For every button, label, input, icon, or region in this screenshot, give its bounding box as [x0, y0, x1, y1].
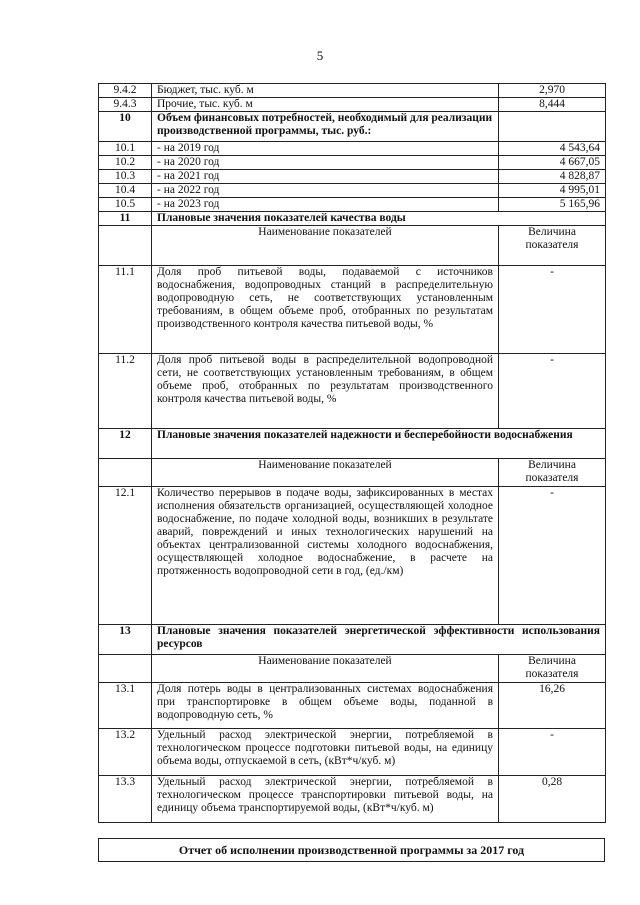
empty-cell: [99, 226, 152, 266]
row-number: 9.4.2: [99, 84, 152, 98]
section-row: [99, 212, 606, 226]
row-value: -: [499, 487, 606, 625]
row-text: Количество перерывов в подаче воды, зафиксированных в местах исполнения обязательств организацией, осуществляющей холодное водоснабжение, по подаче холодной воды, возникших в результате аварий, повреждений и иных технологических нарушений на объектах централизованной системы холодного водоснабжения, осуществляющей холодное водоснабжение, в расчете на протяженность водопроводной сети в год, (ед./км): [152, 487, 499, 625]
row-number: 12.1: [99, 487, 152, 625]
row-value: 2,970: [499, 84, 606, 98]
row-value: 4 543,64: [499, 142, 606, 156]
row-number: 11.2: [99, 354, 152, 429]
table-row: [99, 184, 606, 198]
empty-cell: [99, 655, 152, 683]
page-number: 5: [316, 48, 324, 63]
row-value: 0,28: [499, 776, 606, 823]
section-number: 10: [99, 112, 152, 142]
row-text: - на 2021 год: [152, 170, 499, 184]
row-text: Удельный расход электрической энергии, потребляемой в технологическом процессе транспортировки питьевой воды, на единицу объема транспортируемой воды, (кВт*ч/куб. м): [152, 776, 499, 823]
row-value: -: [499, 266, 606, 354]
row-value: 4 667,05: [499, 156, 606, 170]
row-text: - на 2020 год: [152, 156, 499, 170]
header-row: [99, 655, 606, 683]
row-number: 13.1: [99, 683, 152, 729]
table-row: [99, 170, 606, 184]
table-row: [99, 683, 606, 729]
table-row: [99, 198, 606, 212]
row-text: - на 2022 год: [152, 184, 499, 198]
row-number: 10.2: [99, 156, 152, 170]
row-text: Удельный расход электрической энергии, потребляемой в технологическом процессе подготовки питьевой воды, на единицу объема воды, отпускаемой в сеть, (кВт*ч/куб. м): [152, 729, 499, 776]
row-number: 11.1: [99, 266, 152, 354]
header-row: [99, 459, 606, 487]
row-value: [499, 112, 606, 142]
section-number: 12: [99, 429, 152, 459]
column-header-name: Наименование показателей: [152, 226, 499, 266]
row-number: 10.4: [99, 184, 152, 198]
section-number: 13: [99, 625, 152, 655]
row-number: 10.3: [99, 170, 152, 184]
row-number: 10.5: [99, 198, 152, 212]
row-text: - на 2019 год: [152, 142, 499, 156]
header-row: [99, 226, 606, 266]
row-value: -: [499, 729, 606, 776]
row-number: 13.3: [99, 776, 152, 823]
table-row: [99, 98, 606, 112]
row-value: 4 828,87: [499, 170, 606, 184]
column-header-value: Величина показателя: [499, 226, 606, 266]
column-header-name: Наименование показателей: [152, 459, 499, 487]
table-row: [99, 487, 606, 625]
section-row: [99, 625, 606, 655]
row-text: Прочие, тыс. куб. м: [152, 98, 499, 112]
row-text: Доля проб питьевой воды, подаваемой с источников водоснабжения, водопроводных станций в распределительную водопроводную сеть, не соответствующих установленным требованиям, в общем объеме проб, отобранных по результатам производственного контроля качества питьевой воды, %: [152, 266, 499, 354]
table-row: [99, 142, 606, 156]
column-header-value: Величина показателя: [499, 459, 606, 487]
table-row: [99, 354, 606, 429]
report-title: Отчет об исполнении производственной программы за 2017 год: [98, 838, 605, 862]
row-value: 8,444: [499, 98, 606, 112]
column-header-name: Наименование показателей: [152, 655, 499, 683]
section-row: [99, 112, 606, 142]
row-text: Доля проб питьевой воды в распределительной водопроводной сети, не соответствующих установленным требованиям, в общем объеме проб, отобранных по результатам производственного контроля качества питьевой воды, %: [152, 354, 499, 429]
row-value: 4 995,01: [499, 184, 606, 198]
row-number: 9.4.3: [99, 98, 152, 112]
section-row: [99, 429, 606, 459]
section-number: 11: [99, 212, 152, 226]
row-value: 16,26: [499, 683, 606, 729]
table-row: [99, 84, 606, 98]
section-title: Плановые значения показателей надежности и бесперебойности водоснабжения: [152, 429, 606, 459]
column-header-value: Величина показателя: [499, 655, 606, 683]
table-row: [99, 729, 606, 776]
row-number: 13.2: [99, 729, 152, 776]
section-title: Плановые значения показателей качества воды: [152, 212, 606, 226]
row-value: 5 165,96: [499, 198, 606, 212]
section-title: Плановые значения показателей энергетической эффективности использования ресурсов: [152, 625, 606, 655]
empty-cell: [99, 459, 152, 487]
section-title: Объем финансовых потребностей, необходимый для реализации производственной программы, тыс. руб.:: [152, 112, 499, 142]
row-text: Доля потерь воды в централизованных системах водоснабжения при транспортировке в общем объеме воды, поданной в водопроводную сеть, %: [152, 683, 499, 729]
table-row: [99, 776, 606, 823]
table-row: [99, 266, 606, 354]
row-value: -: [499, 354, 606, 429]
row-text: Бюджет, тыс. куб. м: [152, 84, 499, 98]
row-number: 10.1: [99, 142, 152, 156]
table-row: [99, 156, 606, 170]
row-text: - на 2023 год: [152, 198, 499, 212]
indicators-table: [98, 83, 606, 823]
